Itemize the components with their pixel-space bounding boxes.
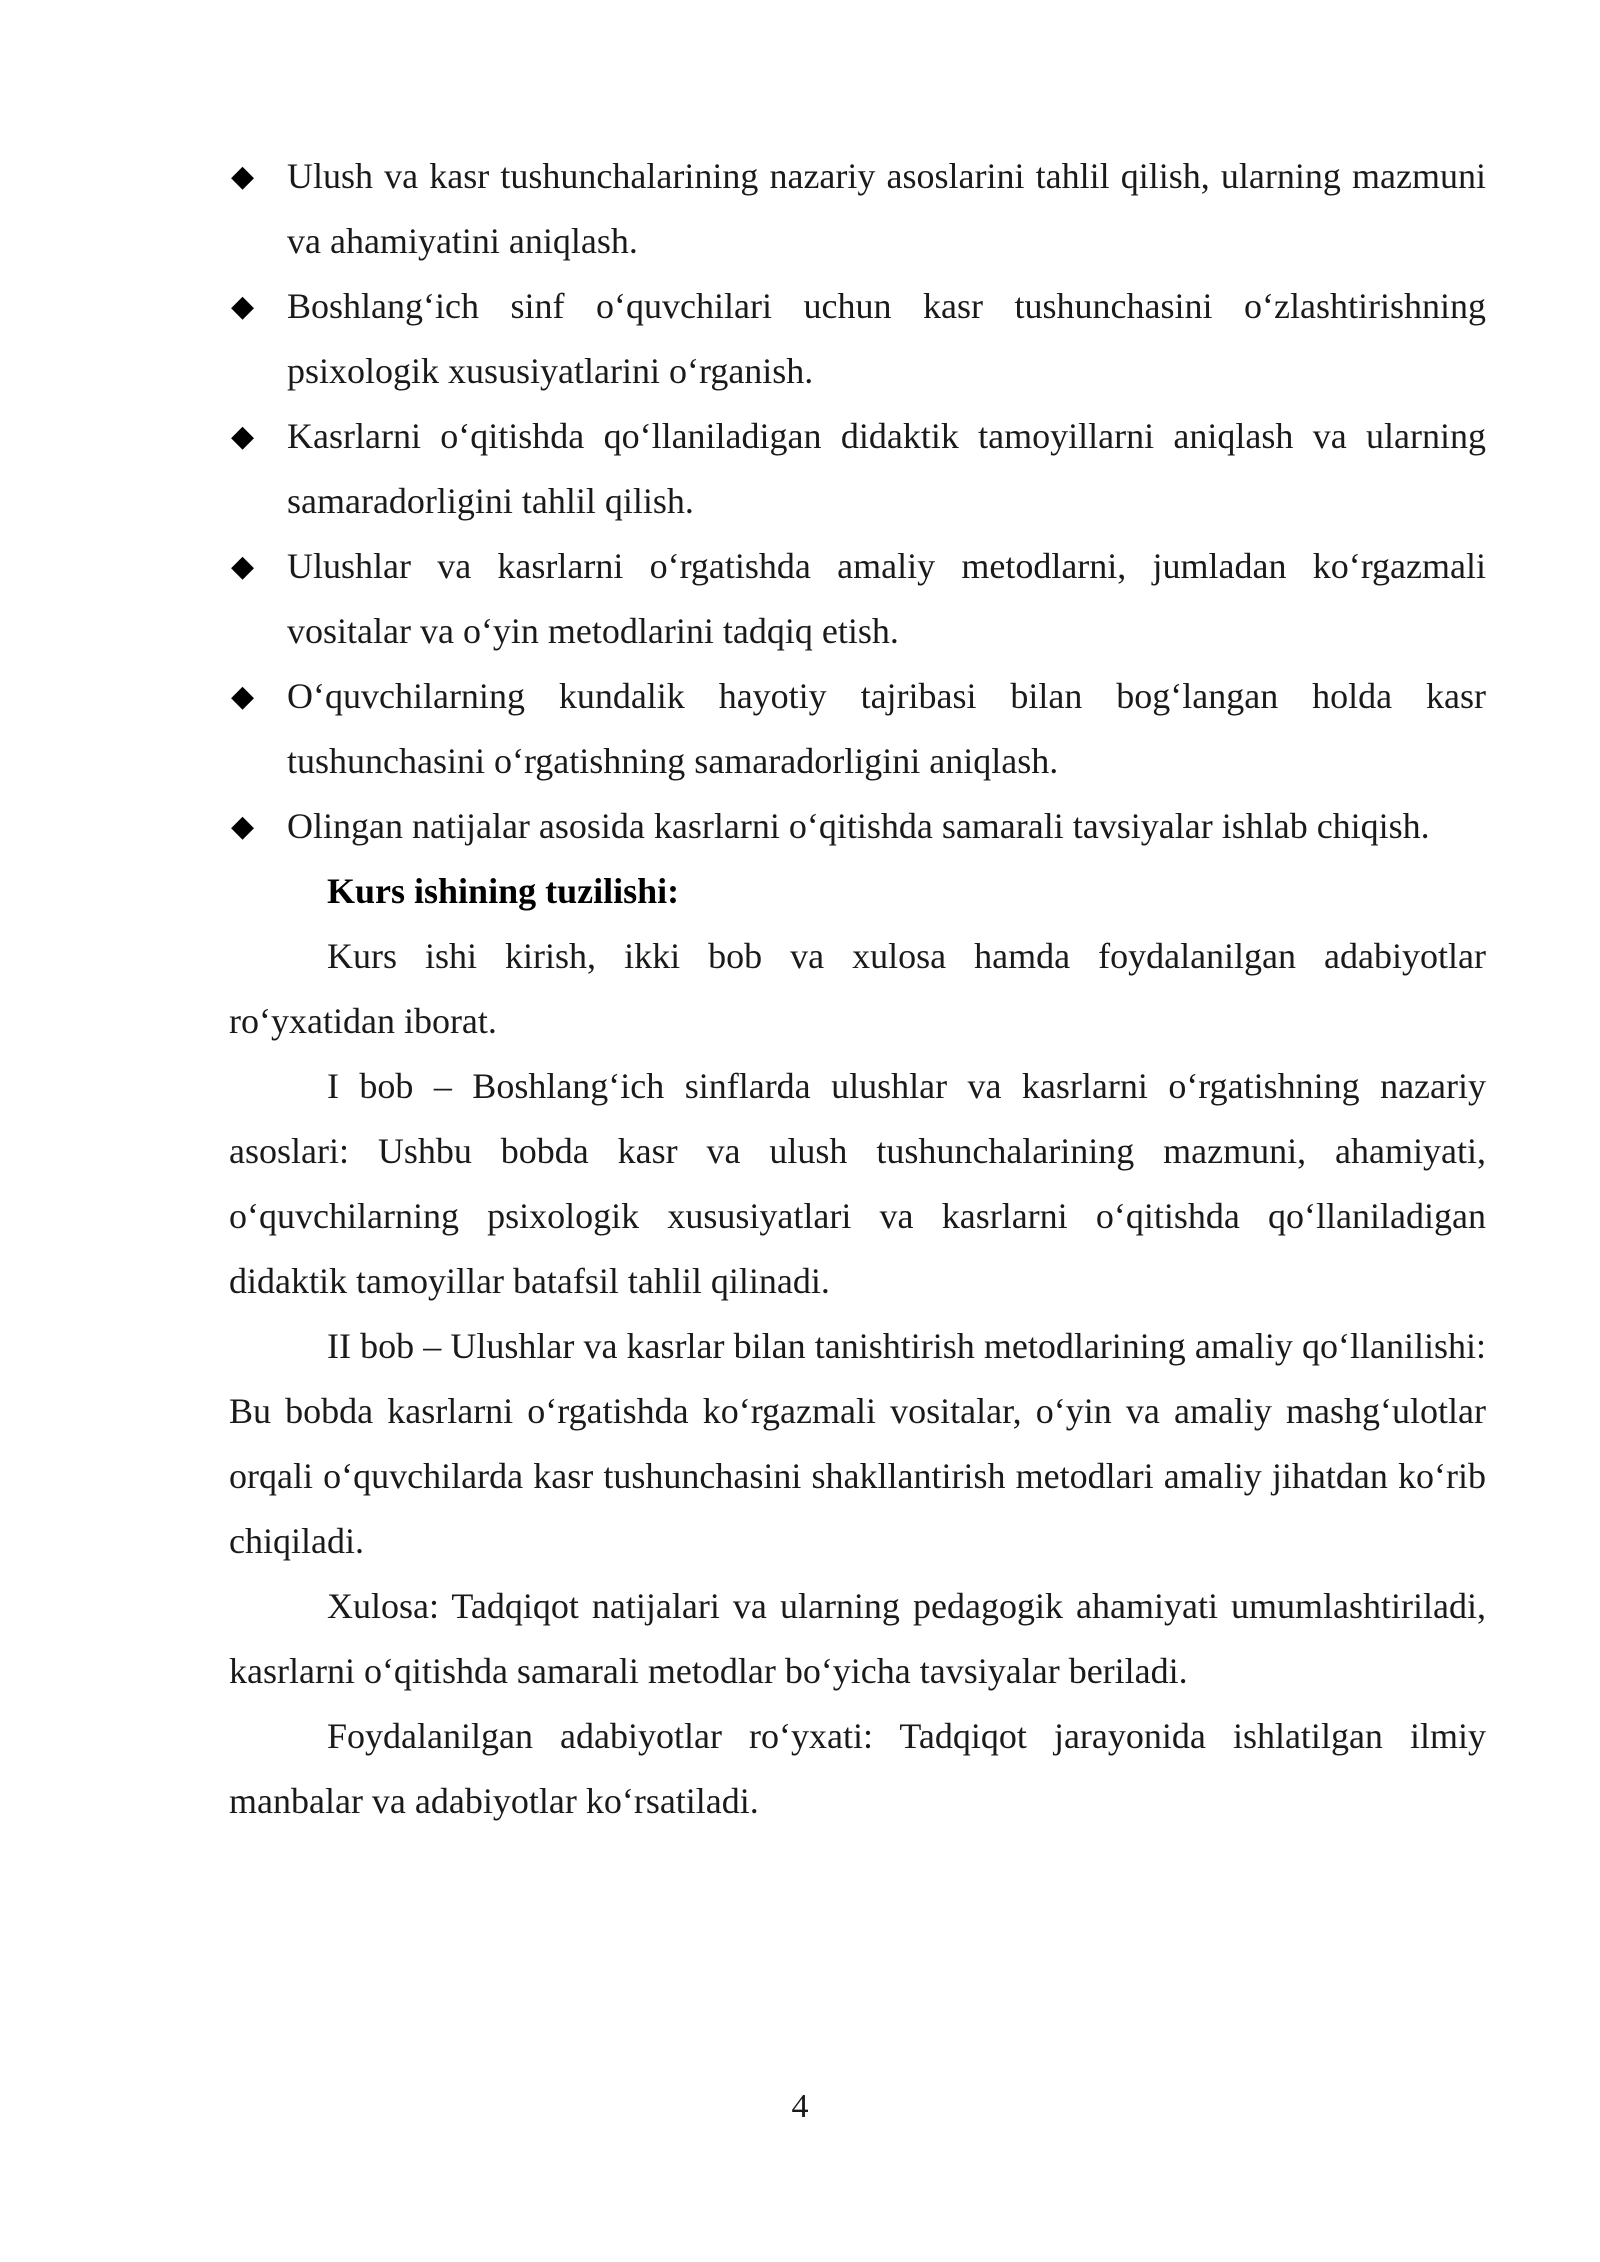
black-diamond-icon: ◆ <box>231 809 255 844</box>
list-item <box>229 664 1486 794</box>
paragraph-overview: Kurs ishi kirish, ikki bob va xulosa hamda foydalanilgan adabiyotlar ro‘yxatidan iborat. <box>229 936 1486 1041</box>
list-item-text: Olingan natijalar asosida kasrlarni o‘qitishda samarali tavsiyalar ishlab chiqish. <box>287 806 1430 846</box>
list-item <box>229 144 1486 274</box>
list-item-text: Kasrlarni o‘qitishda qo‘llaniladigan didaktik tamoyillarni aniqlash va ularning samaradorligini tahlil qilish. <box>287 416 1486 521</box>
list-item-text: O‘quvchilarning kundalik hayotiy tajribasi bilan bog‘langan holda kasr tushunchasini o‘rgatishning samaradorligini aniqlash. <box>287 676 1486 781</box>
black-diamond-icon: ◆ <box>231 289 255 324</box>
paragraph-chapter-two: II bob – Ulushlar va kasrlar bilan tanishtirish metodlarining amaliy qo‘llanilishi: Bu bobda kasrlarni o‘rgatishda ko‘rgazmali vositalar, o‘yin va amaliy mashg‘ulotlar orqali o‘quvchilarda kasr tushunchasini shakllantirish metodlari amaliy jihatdan ko‘rib chiqiladi. <box>229 1326 1486 1561</box>
list-item <box>229 274 1486 404</box>
paragraph-chapter-one: I bob – Boshlang‘ich sinflarda ulushlar va kasrlarni o‘rgatishning nazariy asoslari: Ushbu bobda kasr va ulush tushunchalarining mazmuni, ahamiyati, o‘quvchilarning psixologik xususiyatlari va kasrlarni o‘qitishda qo‘llaniladigan didaktik tamoyillar batafsil tahlil qilinadi. <box>229 1066 1486 1301</box>
black-diamond-icon: ◆ <box>231 679 255 714</box>
list-item <box>229 794 1486 859</box>
list-item <box>229 534 1486 664</box>
section-heading: Kurs ishining tuzilishi: <box>327 871 680 911</box>
black-diamond-icon: ◆ <box>231 159 255 194</box>
list-item <box>229 404 1486 534</box>
list-item-text: Ulush va kasr tushunchalarining nazariy asoslarini tahlil qilish, ularning mazmuni va ahamiyatini aniqlash. <box>287 156 1486 261</box>
list-item-text: Ulushlar va kasrlarni o‘rgatishda amaliy metodlarni, jumladan ko‘rgazmali vositalar va o‘yin metodlarini tadqiq etish. <box>287 546 1486 651</box>
paragraph-conclusion: Xulosa: Tadqiqot natijalari va ularning pedagogik ahamiyati umumlashtiriladi, kasrlarni o‘qitishda samarali metodlar bo‘yicha tavsiyalar beriladi. <box>229 1586 1486 1691</box>
page-content <box>229 144 1486 1834</box>
paragraph-references: Foydalanilgan adabiyotlar ro‘yxati: Tadqiqot jarayonida ishlatilgan ilmiy manbalar va adabiyotlar ko‘rsatiladi. <box>229 1716 1486 1821</box>
black-diamond-icon: ◆ <box>231 549 255 584</box>
black-diamond-icon: ◆ <box>231 419 255 454</box>
page-number: 4 <box>791 2088 809 2125</box>
objectives-list <box>229 144 1486 859</box>
list-item-text: Boshlang‘ich sinf o‘quvchilari uchun kasr tushunchasini o‘zlashtirishning psixologik xususiyatlarini o‘rganish. <box>287 286 1486 391</box>
